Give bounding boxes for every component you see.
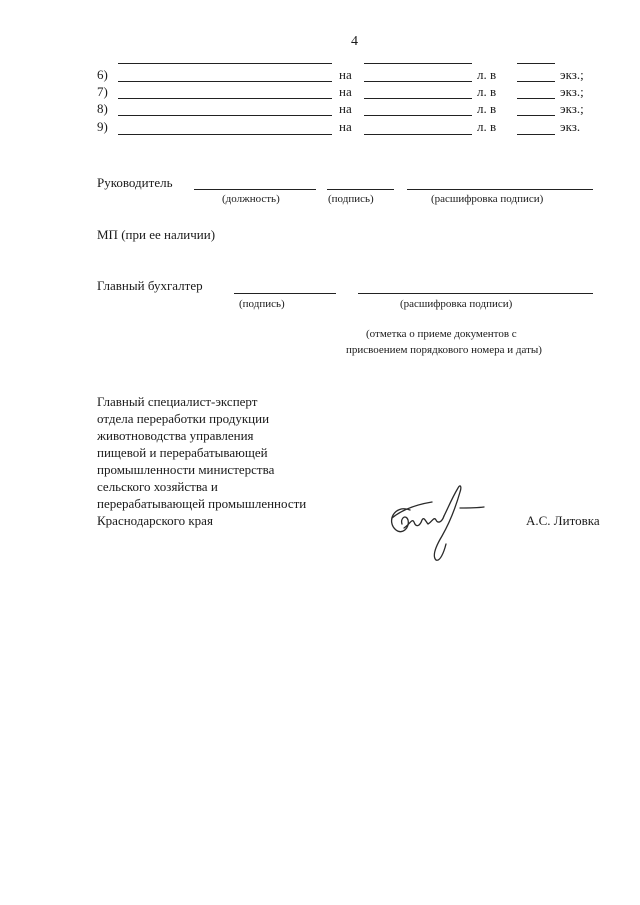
row-lv-label: л. в <box>477 67 497 82</box>
row-na-label: на <box>339 84 352 99</box>
list-line-top-2 <box>364 63 472 64</box>
list-line-top-1 <box>118 63 332 64</box>
row-copies-line <box>517 134 555 135</box>
accountant-signature-line <box>234 293 336 294</box>
receipt-note-line-2: присвоением порядкового номера и даты) <box>346 344 542 356</box>
row-title-line <box>118 98 332 99</box>
official-position-line: отдела переработки продукции <box>97 411 270 426</box>
row-ekz-label: экз.; <box>560 101 584 116</box>
row-title-line <box>118 81 332 82</box>
accountant-label: Главный бухгалтер <box>97 278 203 293</box>
accountant-decoding-line <box>358 293 593 294</box>
head-position-line <box>194 189 316 190</box>
official-position-line: сельского хозяйства и <box>97 479 218 494</box>
official-position-line: перерабатывающей промышленности <box>97 496 307 511</box>
row-sheets-line <box>364 81 472 82</box>
official-position-line: животноводства управления <box>97 428 254 443</box>
row-ekz-label: экз. <box>560 119 581 134</box>
accountant-signature-caption: (подпись) <box>239 298 285 310</box>
row-number: 9) <box>97 119 108 134</box>
official-position-line: Краснодарского края <box>97 513 213 528</box>
row-sheets-line <box>364 134 472 135</box>
head-position-caption: (должность) <box>222 193 280 205</box>
receipt-note-line-1: (отметка о приеме документов с <box>366 328 517 340</box>
head-decoding-line <box>407 189 593 190</box>
stamp-label: МП (при ее наличии) <box>97 227 216 242</box>
official-position <box>97 393 306 529</box>
handwritten-signature <box>380 478 490 566</box>
head-signature-line <box>327 189 394 190</box>
row-sheets-line <box>364 98 472 99</box>
official-position-line: промышленности министерства <box>97 462 275 477</box>
official-position-line: пищевой и перерабатывающей <box>97 445 268 460</box>
row-copies-line <box>517 81 555 82</box>
head-label: Руководитель <box>97 175 173 190</box>
row-number: 8) <box>97 101 108 116</box>
row-lv-label: л. в <box>477 119 497 134</box>
row-na-label: на <box>339 119 352 134</box>
head-decoding-caption: (расшифровка подписи) <box>431 193 544 205</box>
page-number: 4 <box>351 34 358 49</box>
head-signature-caption: (подпись) <box>328 193 374 205</box>
row-number: 7) <box>97 84 108 99</box>
row-copies-line <box>517 115 555 116</box>
row-title-line <box>118 134 332 135</box>
official-name: А.С. Литовка <box>526 513 600 528</box>
list-line-top-3 <box>517 63 555 64</box>
row-na-label: на <box>339 101 352 116</box>
row-lv-label: л. в <box>477 101 497 116</box>
row-sheets-line <box>364 115 472 116</box>
accountant-decoding-caption: (расшифровка подписи) <box>400 298 513 310</box>
official-position-line: Главный специалист-эксперт <box>97 394 258 409</box>
row-ekz-label: экз.; <box>560 84 584 99</box>
row-number: 6) <box>97 67 108 82</box>
row-copies-line <box>517 98 555 99</box>
row-lv-label: л. в <box>477 84 497 99</box>
row-na-label: на <box>339 67 352 82</box>
row-title-line <box>118 115 332 116</box>
row-ekz-label: экз.; <box>560 67 584 82</box>
